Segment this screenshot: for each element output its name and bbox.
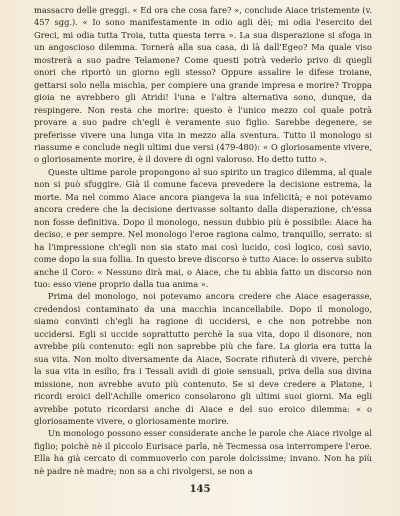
paragraph-2: Queste ultime parole propongono al suo spirito un tragico dilemma, al quale non si può sfuggire. Già il comune faceva prevedere la decisione estrema, la morte. Ma nel commo Aiace ancora piangeva la sua infelicità; e noi potevamo ancora credere che la decisione derivasse soltanto dalla disperazione, ch'essa non fosse definitiva. Dopo il monologo, nessun dubbio più è possibile: Aiace ha deciso, e per sempre. Nel monologo l'eroe ragiona calmo, tranquillo, serrato: si ha l'impressione ch'egli non sia stato mai così lucido, così logico, così savio, come dopo la sua follia. In questo breve discorso è tutto Aiace: lo osserva subito anche il Coro: « Nessuno dirà mai, o Aiace, che tu abbia fatto un discorso non tuo: esso viene proprio dalla tua anima ».: [34, 166, 372, 289]
page-body-text: [34, 4, 372, 477]
page-number: 145: [189, 484, 211, 495]
paragraph-1: massacro delle greggi. « Ed ora che cosa fare? », conclude Aiace tristemente (v. 457 sgg.). « Io sono manifestamente in odio agli dèi; mi odia l'esercito dei Greci, mi odia tutta Troia, tutta questa terra ». La sua disperazione si sfoga in un angoscioso dilemma. Tornerà alla sua casa, di là dall'Egeo? Ma quale viso mostrerà a suo padre Telamone? Come questi potrà vederlo privo di quegli onori che riportò un giorno egli stesso? Oppure assalire le difese troiane, gettarsi solo nella mischia, per compiere una grande impresa e morire? Troppa gioia ne avrebbero gli Atridi! l'una e l'altra alternativa sono, dunque, da respingere. Non resta che morire: questo è l'unico mezzo col quale potrà provare a suo padre ch'egli è veramente suo figlio. Sarebbe degenere, se preferisse vivere una lunga vita in mezzo alla sventura. Tutto il monologo si riassume e conclude negli ultimi due versi (479-480): « O gloriosamente vivere, o gloriosamente morire, è il dovere di ogni valoroso. Ho detto tutto ».: [34, 5, 372, 165]
paragraph-4: Un monologo possono esser considerate anche le parole che Aiace rivolge al figlio; poichè nè il piccolo Eurisace parla, nè Tecmessa osa interrompere l'eroe. Ella ha già cercato di commuoverlo con parole dolcissime; invano. Non ha più nè padre nè madre; non sa a chi rivolgersi, se non a: [34, 428, 372, 476]
paragraph-3: Prima del monologo, noi potevamo ancora credere che Aiace esagerasse, credendosi contaminato da una macchia incancellabile. Dopo il monologo, siamo convinti ch'egli ha ragione di uccidersi, e che non potrebbe non uccidersi. Egli si uccide soprattutto perchè la sua vita, dopo il disonore, non avrebbe più contenuto: egli non saprebbe più che fare. La gloria era tutta la sua vita. Non molto diversamente da Aiace, Socrate rifiuterà di vivere, perchè la sua vita in esilio, fra i Tessali avidi di gioie sensuali, priva della sua divina missione, non avrebbe avuto più contenuto. Se si deve credere a Platone, i ricordi eroici dell'Achille omerico consolarono gli ultimi suoi giorni. Ma egli avrebbe potuto ricordarsi anche di Aiace e del suo eroico dilemma: « o gloriosamente vivere, o gloriosamente morire.: [34, 291, 372, 426]
